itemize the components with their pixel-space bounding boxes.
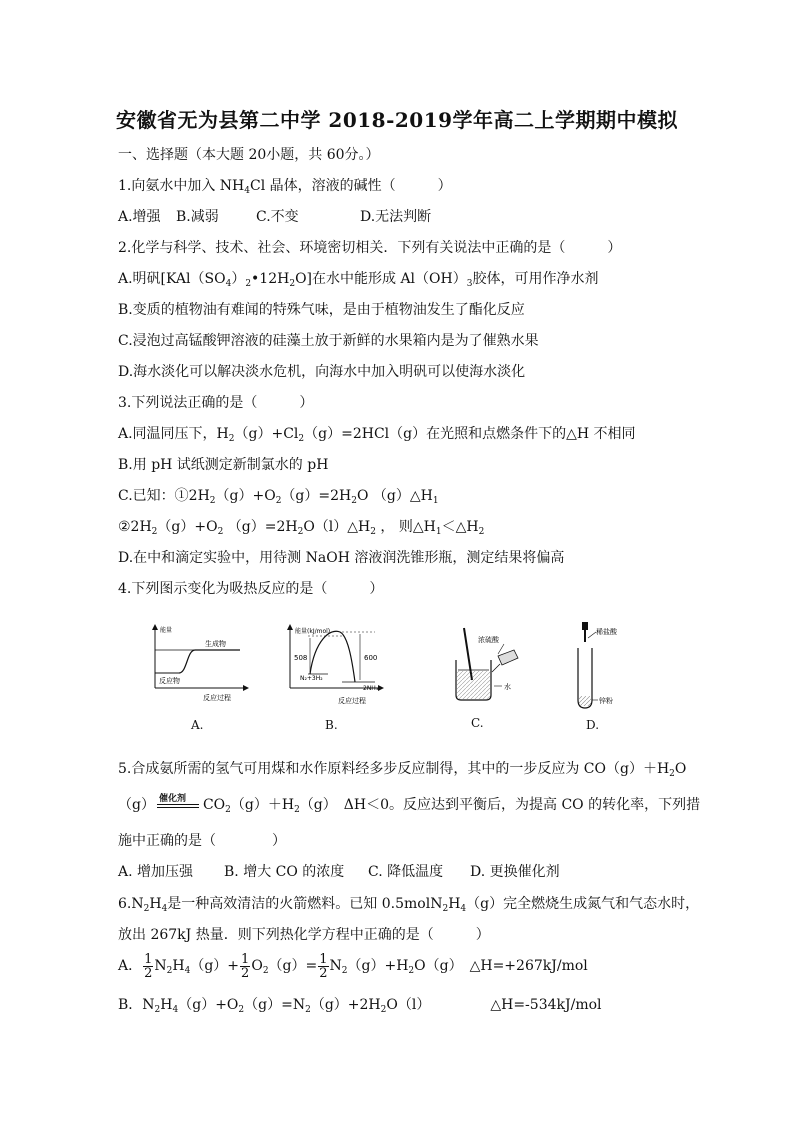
question-5-line3: 施中正确的是（ ） <box>118 833 286 849</box>
figure-b-energy-diagram <box>280 620 390 715</box>
question-6-line2: 放出 267kJ 热量．则下列热化学方程中正确的是（ ） <box>118 927 490 943</box>
q6-option-b: B．$N_2H_4(g)+O_2(g)=N_2(g)+2H_2O(l)$ △H=-534kJ/mol <box>118 997 602 1015</box>
section-heading: 一、选择题（本大题 20小题，共 60分。） <box>118 147 380 163</box>
question-4-stem: 4.下列图示变化为吸热反应的是（ ） <box>118 581 384 597</box>
fig-b-label: B. <box>325 718 338 732</box>
q5-option-b: B. 增大 CO 的浓度 <box>224 864 345 880</box>
fig-b-508: 508 <box>294 654 308 662</box>
fig-a-ylabel: 能量 <box>160 627 173 634</box>
q3-option-c-line2: $②2H_2(g)+O_2$ $(g)=2H_2O(l)\triangle H_2$ ， 则$\triangle H_1<\triangle H_2$ <box>118 519 485 537</box>
fig-c-water: 水 <box>504 683 511 691</box>
fig-b-ylabel: 能量(kJ/mol) <box>295 628 331 635</box>
question-1-stem: 1.向氨水中加入 $NH_4Cl$ 晶体，溶液的碱性（ ） <box>118 178 452 196</box>
q1-option-b: B.减弱 <box>176 209 219 225</box>
fig-c-label: C. <box>471 716 484 730</box>
fig-a-product: 生成物 <box>205 640 226 648</box>
question-5-line1: 5.合成氨所需的氢气可用煤和水作原料经多步反应制得，其中的一步反应为 $CO(g)+H_2O$ <box>118 761 687 779</box>
q3-option-d: D.在中和滴定实验中，用待测 NaOH 溶液润洗锥形瓶，测定结果将偏高 <box>118 550 565 566</box>
question-2-stem: 2.化学与科学、技术、社会、环境密切相关．下列有关说法中正确的是（ ） <box>118 240 622 256</box>
q2-option-b: B.变质的植物油有难闻的特殊气味，是由于植物油发生了酯化反应 <box>118 302 525 318</box>
q1-option-c: C.不变 <box>256 209 299 225</box>
figure-d-test-tube <box>570 620 650 715</box>
q5-option-c: C. 降低温度 <box>368 864 444 880</box>
catalyst-arrow: 催化剂 <box>155 796 203 814</box>
q3-option-b: B.用 pH 试纸测定新制氯水的 pH <box>118 457 329 473</box>
fig-c-acid: 浓硫酸 <box>478 636 499 644</box>
q1-option-d: D.无法判断 <box>360 209 432 225</box>
fig-b-left-species: N₂+3H₂ <box>300 675 323 682</box>
q2-option-c: C.浸泡过高锰酸钾溶液的硅藻土放于新鲜的水果箱内是为了催熟水果 <box>118 333 539 349</box>
q3-option-a: A.同温同压下，$H_2(g)+Cl_2(g)=2HCl(g)$在光照和点燃条件下的△H 不相同 <box>118 426 636 444</box>
fig-d-zinc: 锌粉 <box>599 697 613 705</box>
q1-option-a: A.增强 <box>118 209 161 225</box>
question-1-options <box>118 208 431 226</box>
fig-a-label: A. <box>191 718 204 732</box>
fig-d-label: D. <box>586 718 600 732</box>
figure-c-beaker <box>450 620 540 715</box>
fig-a-xlabel: 反应过程 <box>203 694 231 702</box>
fig-b-600: 600 <box>364 654 378 662</box>
page-title: 安徽省无为县第二中学 2018-2019学年高二上学期期中模拟 <box>115 108 679 132</box>
q5-option-d: D. 更换催化剂 <box>470 864 560 880</box>
q2-option-d: D.海水淡化可以解决淡水危机，向海水中加入明矾可以使海水淡化 <box>118 364 526 380</box>
q5-option-a: A. 增加压强 <box>118 864 194 880</box>
figure-a-energy-diagram <box>145 620 255 715</box>
fig-b-right-species: 2NH₃ <box>363 685 379 692</box>
question-5-line2: （g） 催化剂 $CO_2(g)+H_2(g)$ ΔH＜0。反应达到平衡后，为提高 CO 的转化率，下列措 <box>118 794 701 815</box>
fig-b-xlabel: 反应过程 <box>338 697 366 705</box>
q3-option-c-line1: C.已知：$①2H_2(g)+O_2(g)=2H_2O$ $(g)\triangle H_1$ <box>118 488 439 506</box>
fig-a-reactant: 反应物 <box>159 677 180 685</box>
question-3-stem: 3.下列说法正确的是（ ） <box>118 395 314 411</box>
q2-option-a: A.明矾$[KAl(SO_4)_2•12H_2O]$在水中能形成 $Al(OH)_3$胶体，可用作净水剂 <box>118 271 599 289</box>
fig-d-acid: 稀盐酸 <box>596 628 617 636</box>
q6-option-a: A． $\frac{1}{2}$ $N_2H_4(g)+$ $\frac{1}{2}$ $O_2(g)=$ $\frac{1}{2}$ $N_2(g)+H_2O(g)$ △H=+267kJ/mol <box>118 951 588 981</box>
question-5-options <box>118 863 560 881</box>
question-6-line1: $6.N_2H_4$是一种高效清洁的火箭燃料。已知 $0.5molN_2H_4(g)$完全燃烧生成氮气和气态水时， <box>118 896 700 914</box>
